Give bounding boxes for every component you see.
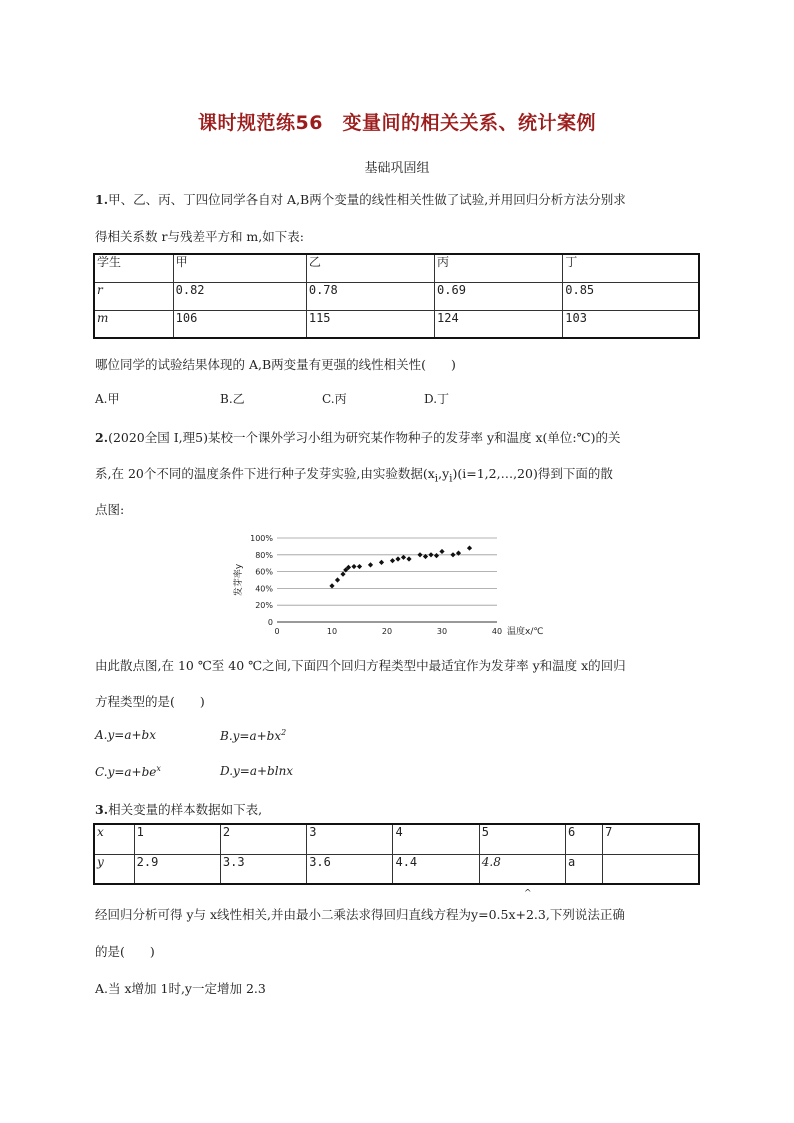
table-cell: 4.4: [393, 854, 479, 884]
q2-text-line2a: 系,在 20个不同的温度条件下进行种子发芽实验,由实验数据(x: [95, 466, 435, 481]
table-cell: 0.69: [435, 282, 563, 310]
data-point: [335, 577, 340, 582]
table-cell: 4: [393, 824, 479, 854]
x-axis-label: 温度x/℃: [507, 627, 544, 637]
q2-option-b: [220, 728, 286, 743]
q2-number: 2.: [95, 430, 109, 445]
table-cell: 0.82: [173, 282, 306, 310]
q2-stem-line3: 点图:: [95, 502, 125, 517]
section-subtitle: 基础巩固组: [364, 161, 430, 176]
table-cell: 学生: [94, 254, 173, 282]
table-cell: 乙: [306, 254, 434, 282]
y-axis-label: 发芽率y: [234, 563, 244, 597]
data-point: [450, 552, 455, 557]
x-tick-label: 30: [436, 627, 448, 636]
q2-stem-line1: [95, 428, 620, 446]
q2-question-line1: 由此散点图,在 10 ℃至 40 ℃之间,下面四个回归方程类型中最适宜作为发芽率 y和温度 x的回归: [95, 658, 626, 673]
q1-question: 哪位同学的试验结果体现的 A,B两变量有更强的线性相关性( ): [95, 357, 456, 372]
table-cell: 3: [307, 824, 393, 854]
data-point: [439, 549, 444, 554]
table-cell: 0.78: [306, 282, 434, 310]
q1-stem-line1: [95, 190, 626, 208]
table-cell: 3.6: [307, 854, 393, 884]
table-cell: 7: [603, 824, 699, 854]
table-row: [94, 854, 699, 884]
table-cell: 106: [173, 310, 306, 338]
data-point: [434, 553, 439, 558]
table-cell: 2.9: [134, 854, 220, 884]
q2-subscript-i: i: [449, 472, 453, 485]
q1-option-d: D.丁: [424, 392, 450, 406]
q1-text-line1: 甲、乙、丙、丁四位同学各自对 A,B两个变量的线性相关性做了试验,并用回归分析方法分别求: [108, 192, 626, 207]
q3-option-a: A.当 x增加 1时,y一定增加 2.3: [95, 981, 266, 996]
data-point: [395, 556, 400, 561]
table-cell: m: [94, 310, 173, 338]
y-tick-label: 100%: [250, 534, 273, 543]
data-point: [351, 564, 356, 569]
scatter-chart: [225, 522, 585, 640]
table-cell: 5: [479, 824, 565, 854]
y-tick-label: 60%: [255, 567, 273, 577]
data-point: [417, 552, 422, 557]
table-cell: 115: [306, 310, 434, 338]
q1-option-a: A.甲: [95, 392, 120, 406]
table-cell: 甲: [173, 254, 306, 282]
q3-stem-line3: 的是( ): [95, 944, 155, 959]
q2-text-line1: (2020全国 Ⅰ,理5)某校一个课外学习小组为研究某作物种子的发芽率 y和温度 x(单位:℃)的关: [108, 430, 621, 445]
regression-hat-mark: ^: [524, 889, 532, 899]
q1-stem-line2: 得相关系数 r与残差平方和 m,如下表:: [95, 229, 304, 244]
x-tick-label: 10: [326, 627, 338, 636]
table-cell: 0.85: [563, 282, 699, 310]
table-row: [94, 254, 699, 282]
q2-option-a: A.y=a+bx: [95, 728, 156, 742]
table-cell: y: [94, 854, 134, 884]
table-cell: r: [94, 282, 173, 310]
table-row: [94, 310, 699, 338]
q2-subscript-i: i: [434, 472, 439, 485]
data-point: [390, 558, 395, 563]
q3-stem-line1: [95, 800, 262, 818]
table-cell: 103: [563, 310, 699, 338]
data-point: [357, 564, 362, 569]
data-point: [401, 555, 406, 560]
page-title: 课时规范练56 变量间的相关关系、统计案例: [198, 112, 596, 134]
q2-text-line2c: )(i=1,2,…,20)得到下面的散: [452, 466, 613, 481]
data-point: [379, 560, 384, 565]
q3-text-line1: 相关变量的样本数据如下表,: [108, 802, 263, 817]
data-point: [428, 552, 433, 557]
data-point: [329, 583, 334, 588]
q1-option-b: B.乙: [220, 392, 245, 406]
y-tick-label: 20%: [255, 601, 273, 611]
data-point: [467, 545, 472, 550]
data-point: [368, 562, 373, 567]
table-row: [94, 824, 699, 854]
q1-option-c: C.丙: [322, 392, 347, 406]
q2-option-c: [95, 764, 161, 779]
q2-question-line2: 方程类型的是( ): [95, 694, 205, 709]
q3-table: [93, 823, 700, 885]
x-tick-label: 0: [274, 627, 280, 636]
q3-stem-line2: 经回归分析可得 y与 x线性相关,并由最小二乘法求得回归直线方程为y=0.5x+2.3,下列说法正确: [95, 907, 625, 922]
q2-stem-line2: [95, 464, 613, 485]
q2-option-c-exponent: x: [156, 764, 161, 773]
q1-number: 1.: [95, 192, 109, 207]
table-cell: 124: [435, 310, 563, 338]
x-tick-label: 40: [491, 627, 503, 636]
table-cell: 4.8: [479, 854, 565, 884]
table-cell: 丁: [563, 254, 699, 282]
table-cell: 2: [220, 824, 306, 854]
table-cell: 6: [566, 824, 603, 854]
q2-option-b-text: B.y=a+bx: [220, 729, 282, 743]
y-tick-label: 40%: [255, 584, 273, 594]
q2-text-line2b: ,y: [438, 466, 450, 481]
x-tick-label: 20: [381, 627, 393, 636]
y-tick-label: 0: [267, 618, 273, 627]
table-cell: 3.3: [220, 854, 306, 884]
table-cell: x: [94, 824, 134, 854]
q1-table: [93, 253, 700, 339]
table-cell: 1: [134, 824, 220, 854]
q3-number: 3.: [95, 802, 109, 817]
q2-option-d: D.y=a+blnx: [220, 764, 294, 778]
q2-option-c-text: C.y=a+be: [95, 765, 157, 779]
data-point: [406, 556, 411, 561]
q2-option-b-exponent: 2: [281, 728, 287, 737]
y-tick-label: 80%: [255, 550, 273, 560]
data-point: [340, 572, 345, 577]
table-cell: a: [566, 854, 603, 884]
table-cell: 丙: [435, 254, 563, 282]
table-row: [94, 282, 699, 310]
